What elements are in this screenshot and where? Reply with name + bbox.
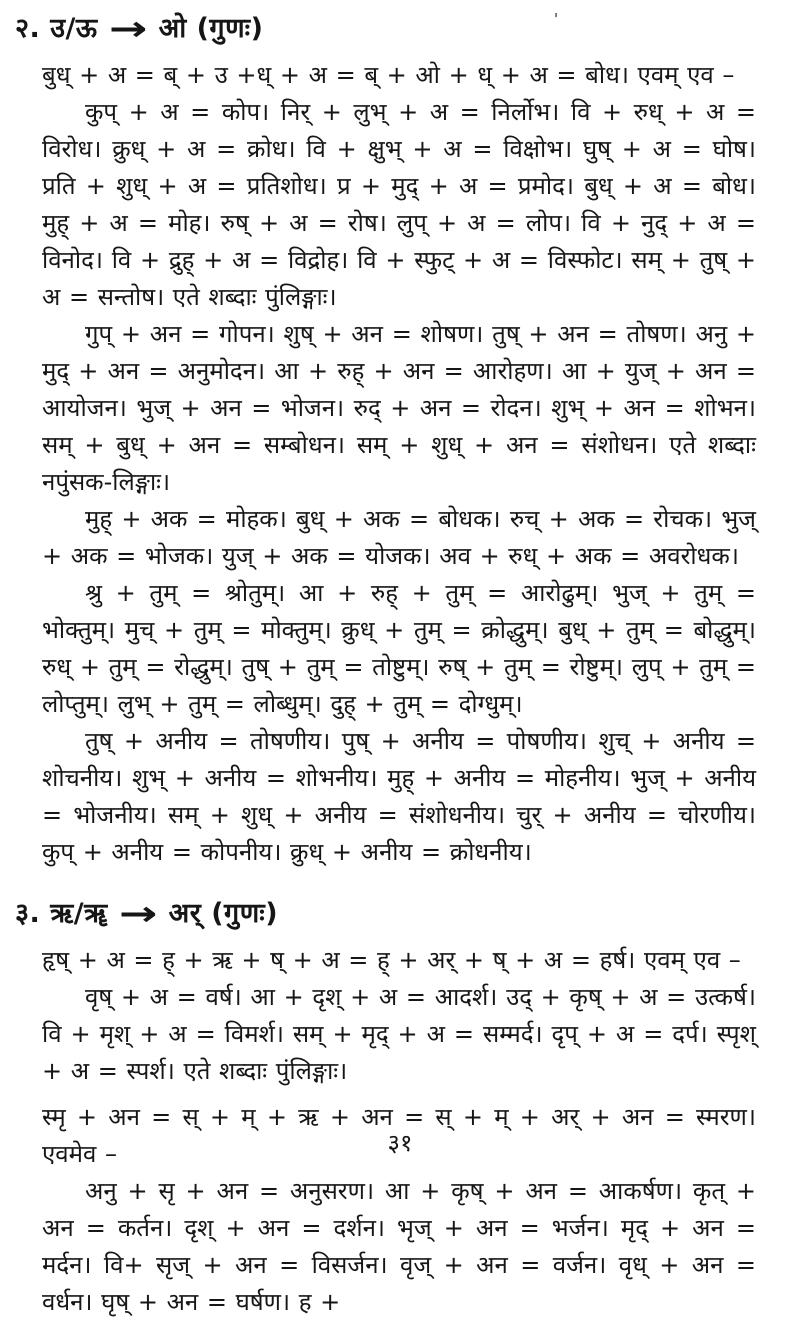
page-number: ३१	[387, 1129, 413, 1157]
section-heading-u-o	[15, 8, 756, 49]
paragraph-ak-suffix-words: मुह् + अक = मोहक। बुध् + अक = बोधक। रुच् + अक = रोचक। भुज् + अक = भोजक। युज् + अक = योजक। अव + रुध् + अक = अवरोधक।	[42, 505, 756, 570]
section-guna-u-o	[15, 8, 756, 871]
arrow-right-icon: →	[118, 894, 158, 934]
paragraph-harsha-derivation: हृष् + अ = ह् + ऋ + ष् + अ = ह् + अर् + ष् + अ = हर्ष। एवम् एव –	[42, 946, 741, 974]
heading-rule-output: अर् (गुणः)	[168, 898, 279, 929]
arrow-right-icon: →	[108, 9, 148, 49]
heading-rule-input: ३. ऋ/ॠ	[15, 898, 108, 929]
paragraph-tum-suffix-words: श्रु + तुम् = श्रोतुम्। आ + रुह् + तुम् = आरोढुम्। भुज् + तुम् = भोक्तुम्। मुच् + तुम् = मोक्तुम्। क्रुध् + तुम् = क्रोद्धुम्। बुध् + तुम् = बोद्धुम्। रुध् + तुम् = रोद्धुम्। तुष् + तुम् = तोष्टुम्। रुष् + तुम् = रोष्टुम्। लुप् + तुम् = लोप्तुम्। लुभ् + तुम् = लोब्धुम्। दुह् + तुम् = दोग्धुम्।	[42, 579, 756, 718]
paragraph-smarana-derivation: स्मृ + अन = स् + म् + ऋ + अन = स् + म् + अर् + अन = स्मरण। एवमेव –	[42, 1103, 756, 1168]
paragraph-aniya-suffix-words: तुष् + अनीय = तोषणीय। पुष् + अनीय = पोषणीय। शुच् + अनीय = शोचनीय। शुभ् + अनीय = शोभनीय। मुह् + अनीय = मोहनीय। भुज् + अनीय = भोजनीय। सम् + शुध् + अनीय = संशोधनीय। चुर् + अनीय = चोरणीय। कुप् + अनीय = कोपनीय। क्रुध् + अनीय = क्रोधनीय।	[42, 727, 756, 866]
scan-artifact-mark: '	[554, 10, 559, 28]
paragraph-an-suffix-neuter-words: गुप् + अन = गोपन। शुष् + अन = शोषण। तुष् + अन = तोषण। अनु + मुद् + अन = अनुमोदन। आ + रुह् + अन = आरोहण। आ + युज् + अन = आयोजन। भुज् + अन = भोजन। रुद् + अन = रोदन। शुभ् + अन = शोभन। सम् + बुध् + अन = सम्बोधन। सम् + शुध् + अन = संशोधन। एते शब्दाः नपुंसक-लिङ्गाः।	[42, 320, 756, 496]
paragraph-a-suffix-masculine-words: कुप् + अ = कोप। निर् + लुभ् + अ = निर्लोभ। वि + रुध् + अ = विरोध। क्रुध् + अ = क्रोध। वि + क्षुभ् + अ = विक्षोभ। घुष् + अ = घोष। प्रति + शुध् + अ = प्रतिशोध। प्र + मुद् + अ = प्रमोद। बुध् + अ = बोध। मुह् + अ = मोह। रुष् + अ = रोष। लुप् + अ = लोप। वि + नुद् + अ = विनोद। वि + द्रुह् + अ = विद्रोह। वि + स्फुट् + अ = विस्फोट। सम् + तुष् + अ = सन्तोष। एते शब्दाः पुंलिङ्गाः।	[42, 98, 756, 311]
heading-rule-input: २. उ/ऊ	[15, 13, 98, 44]
paragraph-a-suffix-masculine-words-ri: वृष् + अ = वर्ष। आ + दृश् + अ = आदर्श। उद् + कृष् + अ = उत्कर्ष। वि + मृश् + अ = विमर्श। सम् + मृद् + अ = सम्मर्द। दृप् + अ = दर्प। स्पृश् + अ = स्पर्श। एते शब्दाः पुंलिङ्गाः।	[42, 983, 756, 1085]
page-content	[15, 8, 756, 1321]
paragraph-an-suffix-words-ri: अनु + सृ + अन = अनुसरण। आ + कृष् + अन = आकर्षण। कृत् + अन = कर्तन। दृश् + अन = दर्शन। भृज् + अन = भर्जन। मृद् + अन = मर्दन। वि+ सृज् + अन = विसर्जन। वृज् + अन = वर्जन। वृध् + अन = वर्धन। घृष् + अन = घर्षण। ह +	[42, 1177, 756, 1316]
section-heading-ri-ar	[15, 893, 756, 934]
paragraph-bodh-derivation: बुध् + अ = ब् + उ +ध् + अ = ब् + ओ + ध् + अ = बोध। एवम् एव –	[42, 61, 735, 89]
section-guna-ri-ar	[15, 893, 756, 1321]
heading-rule-output: ओ (गुणः)	[158, 13, 264, 44]
